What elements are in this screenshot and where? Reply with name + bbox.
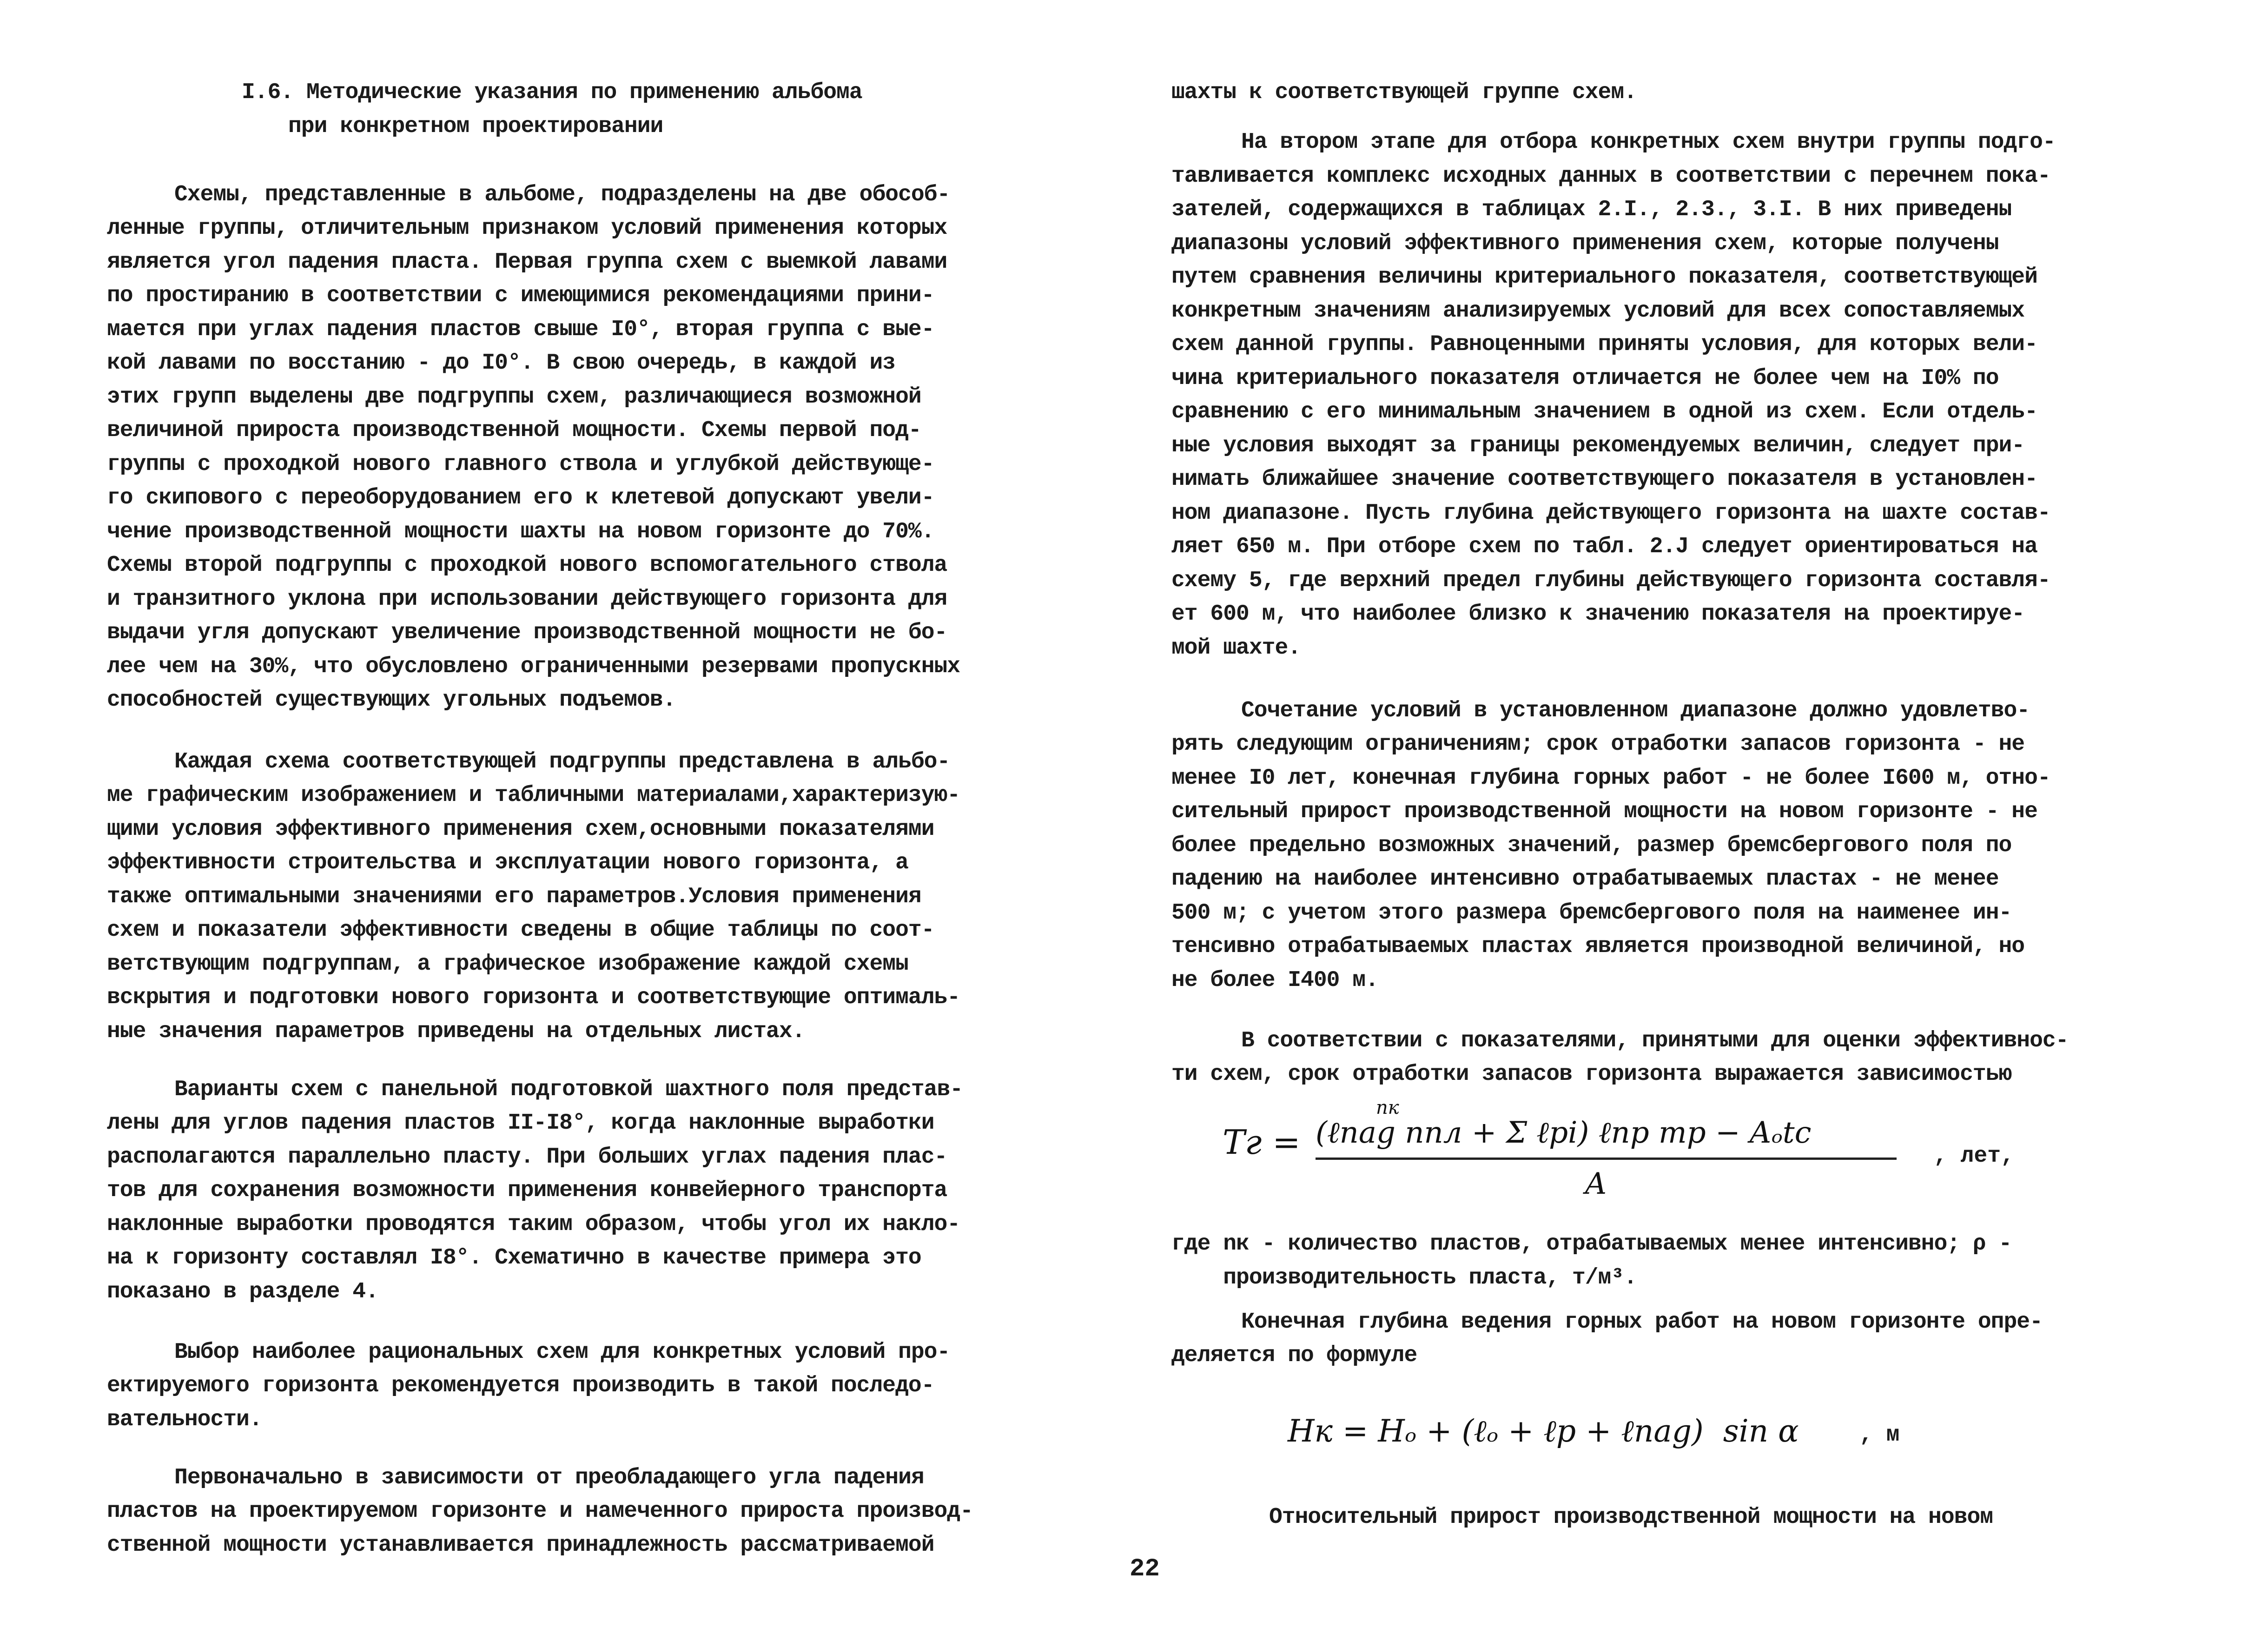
paragraph-line: мается при углах падения пластов свыше I0°, вторая группа с вые- <box>107 317 934 342</box>
paragraph-line: чение производственной мощности шахты на новом горизонте до 70%. <box>107 519 934 544</box>
paragraph-line: Сочетание условий в установленном диапазоне должно удовлетво- <box>1241 698 2030 723</box>
paragraph-line: схем данной группы. Равноценными приняты условия, для которых вели- <box>1171 332 2037 357</box>
formula-unit: , лет, <box>1934 1144 2014 1169</box>
paragraph-line: сительный прирост производственной мощности на новом горизонте - не <box>1171 799 2037 824</box>
paragraph-line: Выбор наиболее рациональных схем для конкретных условий про- <box>174 1340 950 1365</box>
paragraph-line: ленные группы, отличительным признаком условий применения которых <box>107 216 947 241</box>
paragraph-line: го скипового с переоборудованием его к клетевой допускают увели- <box>107 485 934 510</box>
paragraph-line: конкретным значениям анализируемых условий для всех сопоставляемых <box>1171 298 2025 324</box>
paragraph-line: чина критериального показателя отличается не более чем на I0% по <box>1171 366 1999 391</box>
paragraph-line: величиной прироста производственной мощности. Схемы первой под- <box>107 418 921 443</box>
paragraph-line: ектируемого горизонта рекомендуется производить в такой последо- <box>107 1373 934 1398</box>
paragraph-line: Схемы второй подгруппы с проходкой нового вспомогательного ствола <box>107 553 947 578</box>
paragraph-line: ном диапазоне. Пусть глубина действующего горизонта на шахте состав- <box>1171 501 2050 526</box>
paragraph-line: 500 м; с учетом этого размера бремсбергового поля на наименее ин- <box>1171 900 2012 926</box>
paragraph-line: ственной мощности устанавливается принадлежность рассматриваемой <box>107 1533 934 1558</box>
paragraph-line: падению на наиболее интенсивно отрабатываемых пластах - не менее <box>1171 866 1999 892</box>
paragraph-line: тенсивно отрабатываемых пластах является производной величиной, но <box>1171 934 2025 959</box>
paragraph-line: более предельно возможных значений, размер бремсбергового поля по <box>1171 833 2012 858</box>
paragraph-line: нимать ближайшее значение соответствующего показателя в установлен- <box>1171 467 2037 492</box>
paragraph-line: группы с проходкой нового главного ствола и углубкой действующе- <box>107 452 934 477</box>
paragraph-line: щими условия эффективного применения схем,основными показателями <box>107 817 934 842</box>
paragraph-line: менее I0 лет, конечная глубина горных работ - не более I600 м, отно- <box>1171 766 2050 791</box>
paragraph-line: Конечная глубина ведения горных работ на новом горизонте опре- <box>1241 1310 2043 1335</box>
paragraph-line: Схемы, представленные в альбоме, подразделены на две обособ- <box>174 182 950 207</box>
paragraph-line: диапазоны условий эффективного применения схем, которые получены <box>1171 231 1999 256</box>
paragraph-line: Первоначально в зависимости от преобладающего угла падения <box>174 1465 924 1490</box>
paragraph-line: где nк - количество пластов, отрабатываемых менее интенсивно; ρ - <box>1171 1231 2012 1257</box>
paragraph-line: зателей, содержащихся в таблицах 2.I., 2.3., 3.I. В них приведены <box>1171 197 2012 222</box>
paragraph-line: кой лавами по восстанию - до I0°. В свою очередь, в каждой из <box>107 351 896 376</box>
paragraph-line: вательности. <box>107 1407 262 1432</box>
paragraph-line: ные значения параметров приведены на отдельных листах. <box>107 1019 805 1044</box>
paragraph-line: тавливается комплекс исходных данных в соответствии с перечнем пока- <box>1171 164 2050 189</box>
formula-unit: , м <box>1859 1422 1900 1448</box>
paragraph-line: не более I400 м. <box>1171 968 1378 993</box>
paragraph-line: рять следующим ограничениям; срок отработки запасов горизонта - не <box>1171 732 2025 757</box>
paragraph-line: вскрытия и подготовки нового горизонта и соответствующие оптималь- <box>107 985 960 1010</box>
paragraph-line: выдачи угля допускают увеличение производственной мощности не бо- <box>107 620 947 645</box>
paragraph-line: сравнению с его минимальным значением в одной из схем. Если отдель- <box>1171 399 2037 424</box>
page-number: 22 <box>1130 1555 1160 1583</box>
paragraph-line: ме графическим изображением и табличными материалами,характеризую- <box>107 783 960 808</box>
paragraph-line: деляется по формуле <box>1171 1343 1417 1368</box>
paragraph-line: является угол падения пласта. Первая группа схем с выемкой лавами <box>107 250 947 275</box>
formula-numerator: (ℓnag nпл + Σ ℓpi) ℓnp mp − Aₒtc <box>1316 1116 1812 1150</box>
formula-expression: Hк = Hₒ + (ℓₒ + ℓp + ℓnag) sin α <box>1288 1413 1799 1449</box>
paragraph-line: лены для углов падения пластов II-I8°, когда наклонные выработки <box>107 1111 934 1136</box>
paragraph-line: мой шахте. <box>1171 635 1301 661</box>
paragraph-line: ные условия выходят за границы рекомендуемых величин, следует при- <box>1171 433 2025 458</box>
paragraph-line: ляет 650 м. При отборе схем по табл. 2.J следует ориентироваться на <box>1171 534 2037 559</box>
formula-sum-upper-limit: nк <box>1376 1097 1399 1118</box>
paragraph-line: схему 5, где верхний предел глубины действующего горизонта составля- <box>1171 568 2050 593</box>
paragraph-line: Каждая схема соответствующей подгруппы представлена в альбо- <box>174 749 950 774</box>
paragraph-line: показано в разделе 4. <box>107 1279 378 1304</box>
paragraph-line: Варианты схем с панельной подготовкой шахтного поля представ- <box>174 1077 963 1102</box>
paragraph-line: ветствующим подгруппам, а графическое изображение каждой схемы <box>107 952 908 977</box>
paragraph-line: по простиранию в соответствии с имеющимися рекомендациями прини- <box>107 283 934 308</box>
paragraph-line: На втором этапе для отбора конкретных схем внутри группы подго- <box>1241 130 2056 155</box>
formula-term-depletion <box>1223 1097 2152 1213</box>
paragraph-line: ти схем, срок отработки запасов горизонта выражается зависимостью <box>1171 1062 2012 1087</box>
paragraph-line: эффективности строительства и эксплуатации нового горизонта, а <box>107 850 908 875</box>
paragraph-line: В соответствии с показателями, принятыми для оценки эффективнос- <box>1241 1028 2069 1053</box>
paragraph-line: шахты к соответствующей группе схем. <box>1171 80 1637 105</box>
paragraph-line: также оптимальными значениями его параметров.Условия применения <box>107 884 921 909</box>
paragraph-line: способностей существующих угольных подъемов. <box>107 688 676 713</box>
paragraph-line: этих групп выделены две подгруппы схем, различающиеся возможной <box>107 384 921 410</box>
paragraph-line: производительность пласта, т/м³. <box>1171 1265 1637 1290</box>
formula-final-depth <box>1288 1413 2031 1469</box>
paragraph-line: схем и показатели эффективности сведены в общие таблицы по соот- <box>107 918 934 943</box>
paragraph-line: наклонные выработки проводятся таким образом, чтобы угол их накло- <box>107 1212 960 1237</box>
paragraph-line: пластов на проектируемом горизонте и намеченного прироста производ- <box>107 1499 973 1524</box>
paragraph-line: и транзитного уклона при использовании действующего горизонта для <box>107 587 947 612</box>
paragraph-line: ет 600 м, что наиболее близко к значению показателя на проектируе- <box>1171 602 2025 627</box>
formula-denominator: A <box>1585 1167 1607 1201</box>
formula-fraction-bar <box>1316 1158 1897 1160</box>
paragraph-line: путем сравнения величины критериального показателя, соответствующей <box>1171 265 2037 290</box>
formula-lhs: Tг = <box>1223 1123 1301 1162</box>
paragraph-line: располагаются параллельно пласту. При больших углах падения плас- <box>107 1144 947 1170</box>
paragraph-line: лее чем на 30%, что обусловлено ограниченными резервами пропускных <box>107 654 960 679</box>
section-heading-line-1: I.6. Методические указания по применению альбома <box>242 80 862 105</box>
paragraph-line: Относительный прирост производственной мощности на новом <box>1269 1505 1993 1530</box>
paragraph-line: тов для сохранения возможности применения конвейерного транспорта <box>107 1178 947 1203</box>
paragraph-line: на к горизонту составлял I8°. Схематично в качестве примера это <box>107 1245 921 1270</box>
section-heading-line-2: при конкретном проектировании <box>288 114 663 139</box>
